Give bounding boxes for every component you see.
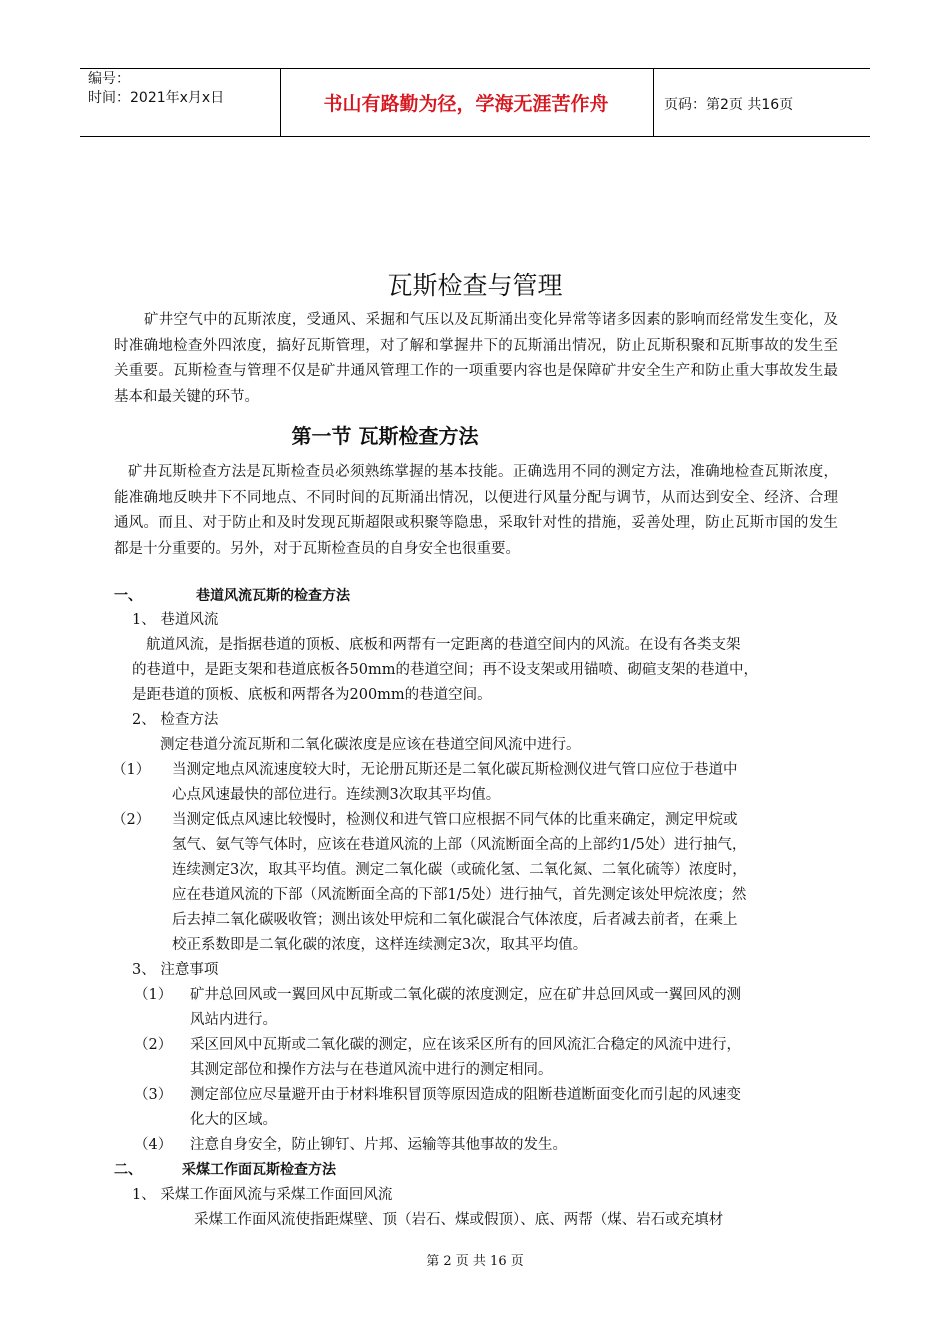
part1-sub3-item-line: 注意自身安全，防止铆钉、片邦、运输等其他事故的发生。 [190, 1137, 567, 1153]
part1-sub3-item-line: 风站内进行。 [190, 1012, 277, 1028]
document-title: 瓦斯检查与管理 [387, 271, 563, 300]
part1-sub2-item-line: 氢气、氨气等气体时，应该在巷道风流的上部（风流断面全高的上部约1/5处）进行抽气， [172, 837, 747, 853]
header-motto: 书山有路勤为径，学海无涯苦作舟 [323, 92, 609, 115]
part1-sub3-item-number: （4） [134, 1137, 173, 1153]
part1-number: 一、 [114, 588, 142, 604]
part2-number: 二、 [114, 1162, 142, 1178]
header-code-label: 编号： [88, 71, 130, 87]
part1-sub3-item-line: 矿井总回风或一翼回风中瓦斯或二氧化碳的浓度测定，应在矿井总回风或一翼回风的测 [190, 987, 741, 1003]
header-page-info: 页码：第2页 共16页 [664, 97, 794, 113]
part1-sub3-item-number: （1） [134, 987, 173, 1003]
part1-title: 巷道风流瓦斯的检查方法 [196, 588, 350, 604]
part1-sub2-item-number: （1） [112, 762, 151, 778]
page-footer: 第 2 页 共 16 页 [426, 1254, 524, 1269]
section-title: 第一节 瓦斯检查方法 [291, 424, 479, 448]
part1-sub1-heading: 1、 巷道风流 [132, 612, 219, 628]
header-left-cell [88, 70, 224, 108]
part1-sub2-item-line: 应在巷道风流的下部（风流断面全高的下部1/5处）进行抽气，首先测定该处甲烷浓度；然 [172, 887, 747, 903]
part1-sub1-line: 是距巷道的顶板、底板和两帮各为200mm的巷道空间。 [132, 687, 492, 703]
section-intro-text: 矿井瓦斯检查方法是瓦斯检查员必须熟练掌握的基本技能。正确选用不同的测定方法，准确地检查瓦斯浓度，能准确地反映井下不同地点、不同时间的瓦斯涌出情况，以便进行风量分配与调节，从而达到安全、经济、合理通风。而且、对于防止和及时发现瓦斯超限或积聚等隐患，采取针对性的措施，妥善处理，防止瓦斯市国的发生都是十分重要的。另外，对于瓦斯检查员的自身安全也很重要。 [114, 464, 838, 557]
part1-sub3-heading: 3、 注意事项 [132, 962, 219, 978]
section-intro [114, 460, 838, 562]
part1-sub3-item-line: 测定部位应尽量避开由于材料堆积冒顶等原因造成的阻断巷道断面变化而引起的风速变 [190, 1087, 741, 1103]
part1-sub3-item-number: （2） [134, 1037, 173, 1053]
part1-sub3-item-line: 化大的区域。 [190, 1112, 277, 1128]
part1-sub2-item-line: 连续测定3次，取其平均值。测定二氧化碳（或硫化氢、二氧化氮、二氧化硫等）浓度时， [172, 862, 747, 878]
part1-sub2-item-number: （2） [112, 812, 151, 828]
part1-sub3-item-line: 采区回风中瓦斯或二氧化碳的测定，应在该采区所有的回风流汇合稳定的风流中进行， [190, 1037, 741, 1053]
part1-sub2-item-line: 当测定低点风速比较慢时，检测仪和进气管口应根据不同气体的比重来确定，测定甲烷或 [172, 812, 738, 828]
part1-sub1-line: 航道风流，是指据巷道的顶板、底板和两帮有一定距离的巷道空间内的风流。在设有各类支架 [146, 637, 741, 653]
header-date-label: 时间：2021年x月x日 [88, 90, 225, 106]
document-intro [114, 308, 838, 410]
part1-sub3-item-line: 其测定部位和操作方法与在巷道风流中进行的测定相同。 [190, 1062, 553, 1078]
part1-sub2-item-line: 后去掉二氧化碳吸收管；测出该处甲烷和二氧化碳混合气体浓度，后者减去前者，在乘上 [172, 912, 738, 928]
part1-sub2-heading: 2、 检查方法 [132, 712, 219, 728]
header-bottom-rule [80, 136, 870, 137]
part1-sub2-lead: 测定巷道分流瓦斯和二氧化碳浓度是应该在巷道空间风流中进行。 [160, 737, 581, 753]
part1-sub3-item-number: （3） [134, 1087, 173, 1103]
part1-sub1-line: 的巷道中，是距支架和巷道底板各50mm的巷道空间；再不设支架或用锚喷、砌碹支架的巷道中， [132, 662, 758, 678]
part1-sub2-item-line: 校正系数即是二氧化碳的浓度，这样连续测定3次，取其平均值。 [172, 937, 588, 953]
part2-sub1-heading: 1、 采煤工作面风流与采煤工作面回风流 [132, 1187, 393, 1203]
part2-title: 采煤工作面瓦斯检查方法 [182, 1162, 336, 1178]
part1-sub2-item-line: 当测定地点风流速度较大时，无论册瓦斯还是二氧化碳瓦斯检测仪进气管口应位于巷道中 [172, 762, 738, 778]
part2-sub1-line: 采煤工作面风流使指距煤壁、顶（岩石、煤或假顶）、底、两帮（煤、岩石或充填材 [194, 1212, 724, 1228]
part1-sub2-item-line: 心点风速最快的部位进行。连续测3次取其平均值。 [172, 787, 501, 803]
document-intro-text: 矿井空气中的瓦斯浓度，受通风、采掘和气压以及瓦斯涌出变化异常等诸多因素的影响而经常发生变化，及时准确地检查外四浓度，搞好瓦斯管理，对了解和掌握井下的瓦斯涌出情况，防止瓦斯积聚和瓦斯事故的发生至关重要。瓦斯检查与管理不仅是矿井通风管理工作的一项重要内容也是保障矿井安全生产和防止重大事故发生最基本和最关键的环节。 [114, 312, 838, 405]
header-divider-right [653, 68, 654, 136]
